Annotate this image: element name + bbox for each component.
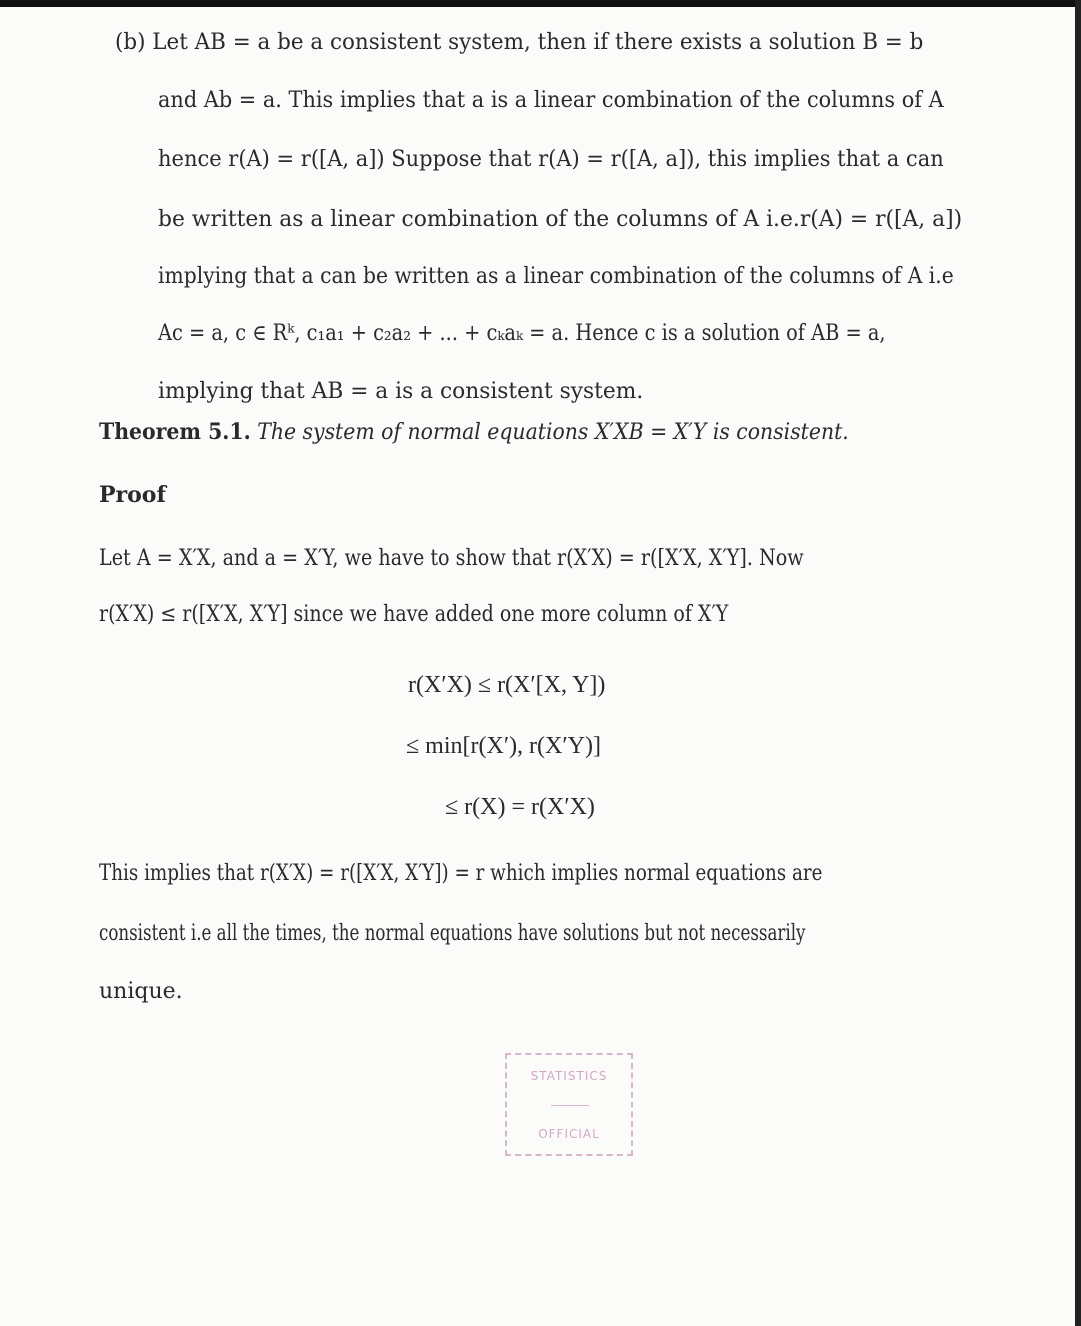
official-stamp [505, 1053, 633, 1156]
theorem [99, 418, 849, 447]
scan-top-border [0, 0, 1081, 7]
conclusion-line-3: unique. [99, 979, 183, 1004]
theorem-label: Theorem 5.1. [99, 419, 251, 445]
conclusion-line-1: This implies that r(X′X) = r([X′X, X′Y]) = r which implies normal equations are [99, 861, 823, 886]
part-b-line-1: (b) Let AB = a be a consistent system, then if there exists a solution B = b [115, 30, 924, 55]
part-b-line-7: implying that AB = a is a consistent system. [158, 379, 644, 404]
part-b-line-4: be written as a linear combination of the columns of A i.e.r(A) = r([A, a]) [158, 207, 963, 232]
theorem-statement: The system of normal equations X′XB = X′Y is consistent. [257, 420, 849, 445]
equation-1: r(X′X) ≤ r(X′[X, Y]) [408, 672, 606, 698]
proof-line-2: r(X′X) ≤ r([X′X, X′Y] since we have added one more column of X′Y [99, 602, 729, 627]
equation-3: ≤ r(X) = r(X′X) [445, 794, 595, 820]
stamp-divider [551, 1105, 589, 1106]
part-b-line-5: implying that a can be written as a linear combination of the columns of A i.e [158, 264, 954, 289]
conclusion-line-2: consistent i.e all the times, the normal equations have solutions but not necessarily [99, 921, 806, 946]
part-b-line-2: and Ab = a. This implies that a is a linear combination of the columns of A [158, 88, 944, 113]
proof-heading: Proof [99, 482, 166, 508]
equation-2: ≤ min[r(X′), r(X′Y)] [406, 733, 601, 759]
part-b-line-3: hence r(A) = r([A, a]) Suppose that r(A) = r([A, a]), this implies that a can [158, 147, 944, 172]
stamp-bottom-text: OFFICIAL [538, 1127, 600, 1141]
stamp-top-text: STATISTICS [530, 1069, 608, 1083]
proof-line-1: Let A = X′X, and a = X′Y, we have to show that r(X′X) = r([X′X, X′Y]. Now [99, 546, 804, 571]
part-b-line-6: Ac = a, c ∈ Rᵏ, c₁a₁ + c₂a₂ + ... + cₖaₖ = a. Hence c is a solution of AB = a, [158, 321, 886, 346]
scan-right-border [1075, 0, 1081, 1326]
